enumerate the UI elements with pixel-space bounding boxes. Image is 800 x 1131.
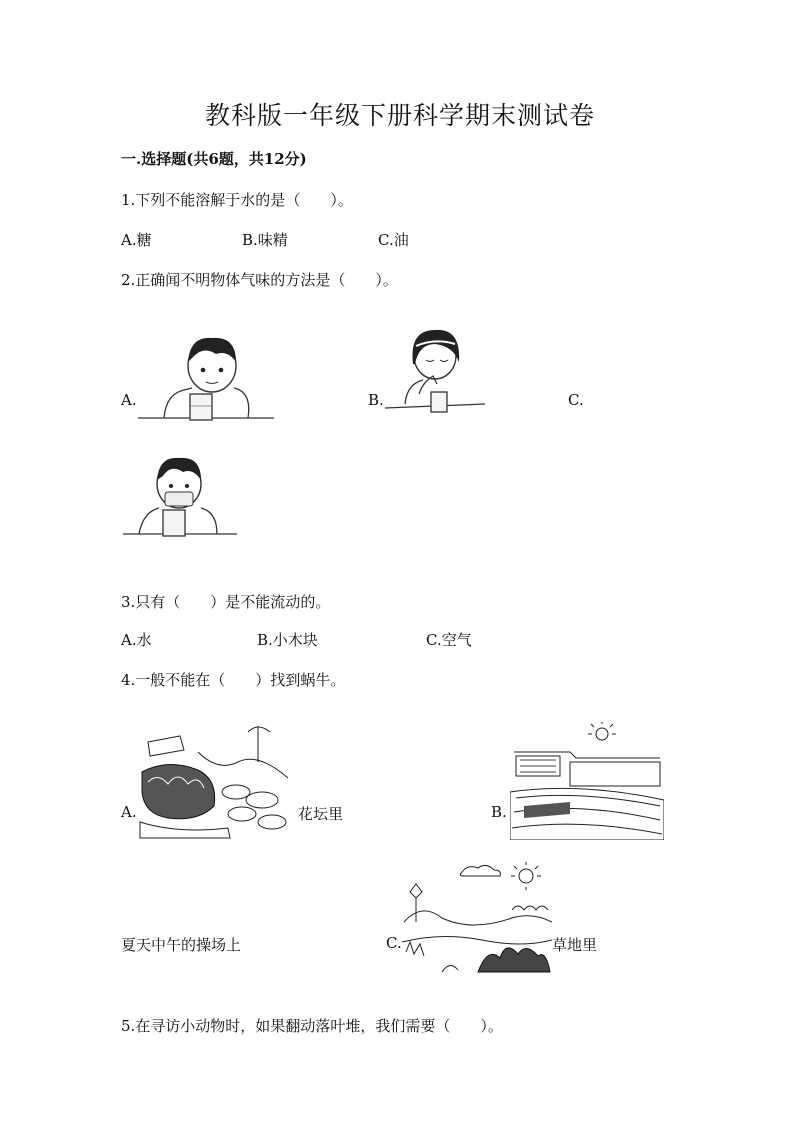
flowerbed-scene-icon <box>138 722 294 840</box>
q2-option-a: A. <box>121 391 137 409</box>
question-2: 2.正确闻不明物体气味的方法是（ ）。 <box>121 271 398 289</box>
q1-option-a: A.糖 <box>121 231 152 249</box>
q1-option-c: C.油 <box>378 231 409 249</box>
q3-option-b: B.小木块 <box>257 631 318 649</box>
playground-scene-icon <box>510 722 664 840</box>
question-1: 1.下列不能溶解于水的是（ ）。 <box>121 191 353 209</box>
section-heading: 一.选择题(共6题，共12分) <box>121 150 307 168</box>
grassland-scene-icon <box>402 862 552 974</box>
q3-option-a: A.水 <box>121 631 152 649</box>
question-4: 4.一般不能在（ ）找到蜗牛。 <box>121 671 346 689</box>
q3-option-c: C.空气 <box>426 631 472 649</box>
boy-masked-cup-icon <box>121 454 239 538</box>
q1-option-b: B.味精 <box>242 231 288 249</box>
page-title: 教科版一年级下册科学期末测试卷 <box>204 101 595 130</box>
q4-caption-a: 花坛里 <box>298 805 344 823</box>
q4-caption-c: 草地里 <box>552 936 598 954</box>
boy-smelling-cup-icon <box>136 332 276 424</box>
q2-option-c: C. <box>568 391 584 409</box>
q4-option-c: C. <box>386 934 402 952</box>
girl-fanning-cup-icon <box>383 324 487 420</box>
q4-option-a: A. <box>121 803 137 821</box>
q2-option-b: B. <box>368 391 384 409</box>
q4-option-b: B. <box>491 803 507 821</box>
question-5: 5.在寻访小动物时，如果翻动落叶堆，我们需要（ ）。 <box>121 1017 503 1035</box>
question-3: 3.只有（ ）是不能流动的。 <box>121 593 331 611</box>
q4-caption-b: 夏天中午的操场上 <box>121 936 242 954</box>
